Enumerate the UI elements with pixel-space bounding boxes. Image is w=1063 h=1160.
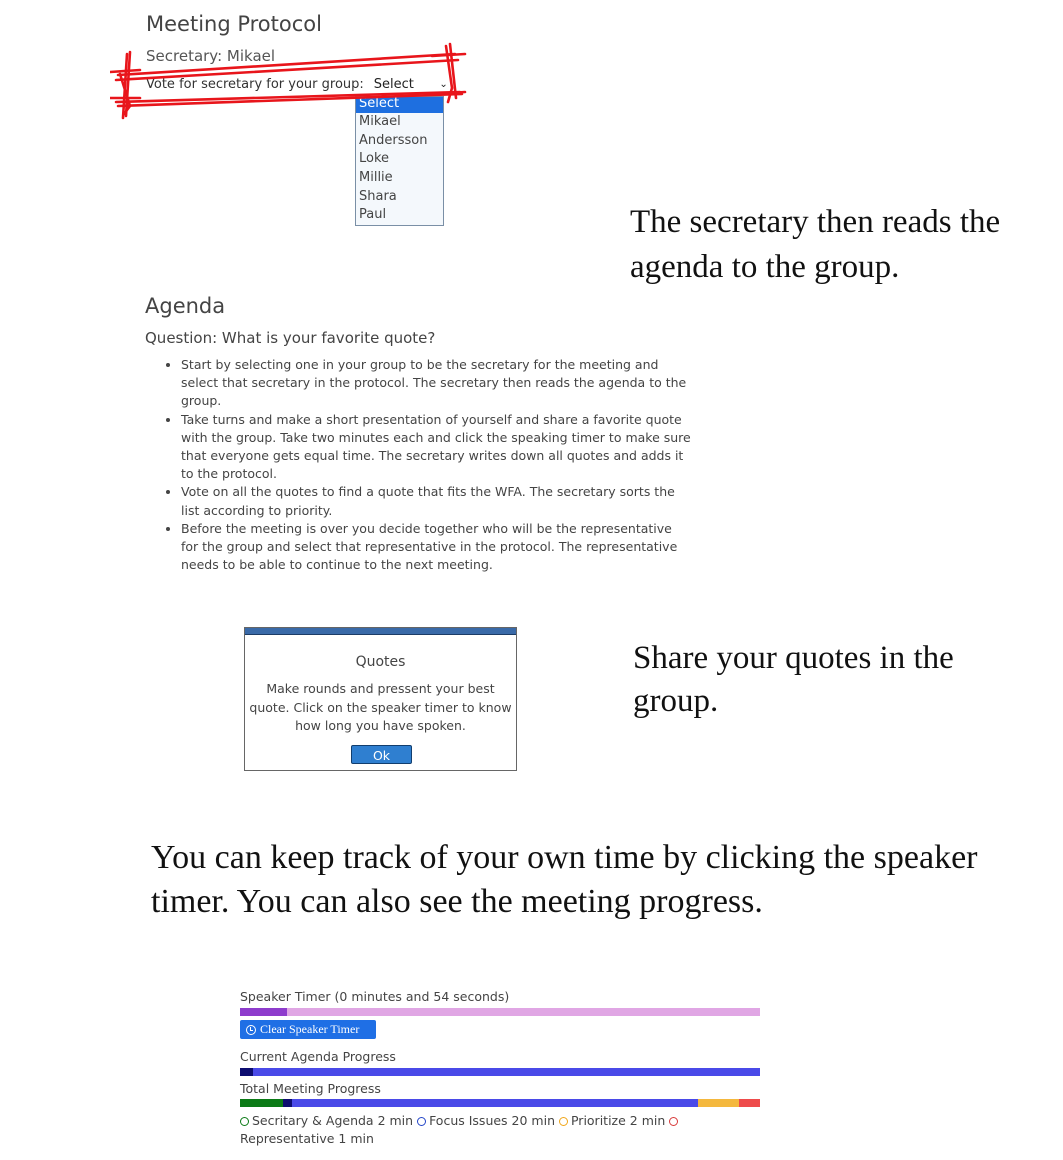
secretary-label: Secretary: Mikael	[146, 47, 276, 65]
clear-speaker-timer-label: Clear Speaker Timer	[260, 1022, 360, 1036]
agenda-list	[163, 356, 691, 574]
callout-share-quotes: Share your quotes in the group.	[633, 640, 954, 719]
clock-icon	[417, 1117, 426, 1126]
clear-speaker-timer-button[interactable]	[240, 1020, 376, 1039]
total-progress-segment	[240, 1099, 283, 1107]
dialog-message: Make rounds and pressent your best quote. Click on the speaker timer to know how long you have spoken.	[249, 681, 512, 733]
total-progress-segment	[739, 1099, 760, 1107]
quotes-dialog	[244, 627, 517, 771]
dialog-title: Quotes	[355, 654, 406, 670]
agenda-item: • Vote on all the quotes to find a quote that fits the WFA. The secretary sorts the list according to priority.	[181, 483, 691, 519]
agenda-item: • Start by selecting one in your group to be the secretary for the meeting and select that secretary in the protocol. The secretary then reads the agenda to the group.	[181, 356, 691, 411]
speaker-timer-label[interactable]: Speaker Timer (0 minutes and 54 seconds)	[240, 989, 510, 1004]
agenda-item: • Before the meeting is over you decide together who will be the representative for the group and select that representative in the protocol. The representative needs to be able to continue to the next meeting.	[181, 520, 691, 575]
legend-text: Focus Issues 20 min	[429, 1113, 555, 1128]
clock-icon	[559, 1117, 568, 1126]
dropdown-option[interactable]: Loke	[359, 151, 390, 167]
clock-icon	[669, 1117, 678, 1126]
progress-legend	[240, 1112, 770, 1148]
total-progress-bar	[240, 1099, 760, 1107]
legend-text: Prioritize 2 min	[570, 1113, 666, 1128]
dropdown-option[interactable]: Andersson	[359, 132, 428, 148]
chevron-down-icon: ⌄	[439, 79, 448, 90]
agenda-question: Question: What is your favorite quote?	[145, 329, 436, 347]
agenda-item: • Take turns and make a short presentation of yourself and share a favorite quote with the group. Take two minutes each and click the speaking timer to make sure that everyone gets equal time. The secretary writes down all quotes and adds it to the protocol.	[181, 411, 691, 484]
dropdown-option[interactable]: Select	[356, 97, 443, 113]
clock-icon	[240, 1117, 249, 1126]
red-scribble-highlight	[110, 40, 480, 120]
total-progress-label: Total Meeting Progress	[240, 1081, 381, 1096]
protocol-title: Meeting Protocol	[146, 12, 322, 36]
current-agenda-fill	[240, 1068, 253, 1076]
current-agenda-bar	[240, 1068, 760, 1076]
legend-item-secretary-agenda	[240, 1113, 413, 1128]
total-progress-segment	[292, 1099, 698, 1107]
callout-timer-info: You can keep track of your own time by clicking the speaker timer. You can also see the meeting progress.	[151, 839, 978, 920]
legend-text: Representative 1 min	[240, 1131, 374, 1146]
current-agenda-label: Current Agenda Progress	[240, 1049, 396, 1064]
total-progress-segment	[698, 1099, 740, 1107]
dialog-header-bar	[245, 628, 516, 635]
agenda-title: Agenda	[145, 294, 226, 318]
clock-icon	[246, 1025, 256, 1035]
dropdown-option[interactable]: Shara	[359, 188, 397, 204]
dropdown-option[interactable]: Mikael	[359, 114, 401, 129]
ok-button[interactable]: Ok	[351, 745, 412, 764]
speaker-timer-fill	[240, 1008, 287, 1016]
dropdown-option[interactable]: Paul	[359, 207, 387, 223]
total-progress-segment	[283, 1099, 292, 1107]
secretary-select-value: Select	[373, 77, 414, 92]
callout-read-agenda: The secretary then reads the agenda to the group.	[630, 204, 1001, 285]
legend-text: Secritary & Agenda 2 min	[252, 1113, 414, 1128]
speaker-timer-bar[interactable]	[240, 1008, 760, 1016]
vote-label: Vote for secretary for your group:	[146, 77, 364, 92]
legend-item-prioritize	[559, 1113, 665, 1128]
dropdown-option[interactable]: Millie	[359, 170, 393, 186]
legend-item-focus-issues	[417, 1113, 555, 1128]
